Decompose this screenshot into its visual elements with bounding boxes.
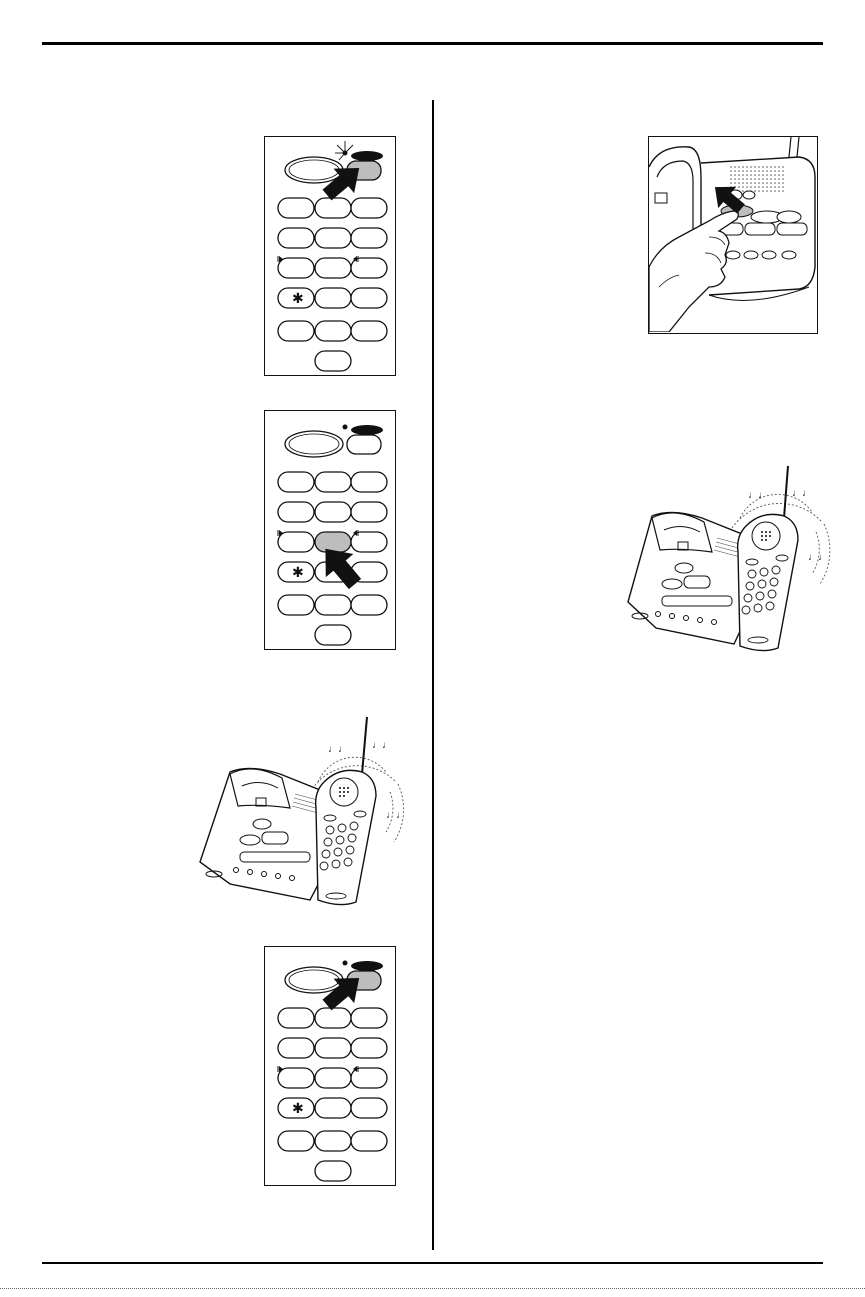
bottom-rule xyxy=(42,1262,823,1264)
keypad-figure-talk-on xyxy=(264,946,396,1186)
base-hand-press-figure xyxy=(648,136,818,334)
keypad-figure-center-key xyxy=(264,410,396,650)
svg-text:♩♩: ♩♩ xyxy=(372,740,392,751)
top-rule xyxy=(42,42,823,45)
keypad-figure-talk-flashing xyxy=(264,136,396,376)
trim-line xyxy=(0,1288,865,1289)
svg-text:✱: ✱ xyxy=(292,291,304,307)
svg-text:♩♩: ♩♩ xyxy=(748,490,768,501)
phone-ringing-figure-left xyxy=(190,712,410,912)
svg-text:♩♩: ♩♩ xyxy=(792,488,812,499)
svg-text:♩♩: ♩♩ xyxy=(808,552,828,563)
svg-text:✱: ✱ xyxy=(292,565,304,581)
column-divider xyxy=(432,100,434,1250)
flash-rays-icon xyxy=(335,141,353,160)
svg-text:♩♩: ♩♩ xyxy=(328,744,348,755)
svg-text:♩♩: ♩♩ xyxy=(386,810,406,821)
svg-text:✱: ✱ xyxy=(292,1101,304,1117)
phone-ringing-figure-right xyxy=(622,462,842,658)
